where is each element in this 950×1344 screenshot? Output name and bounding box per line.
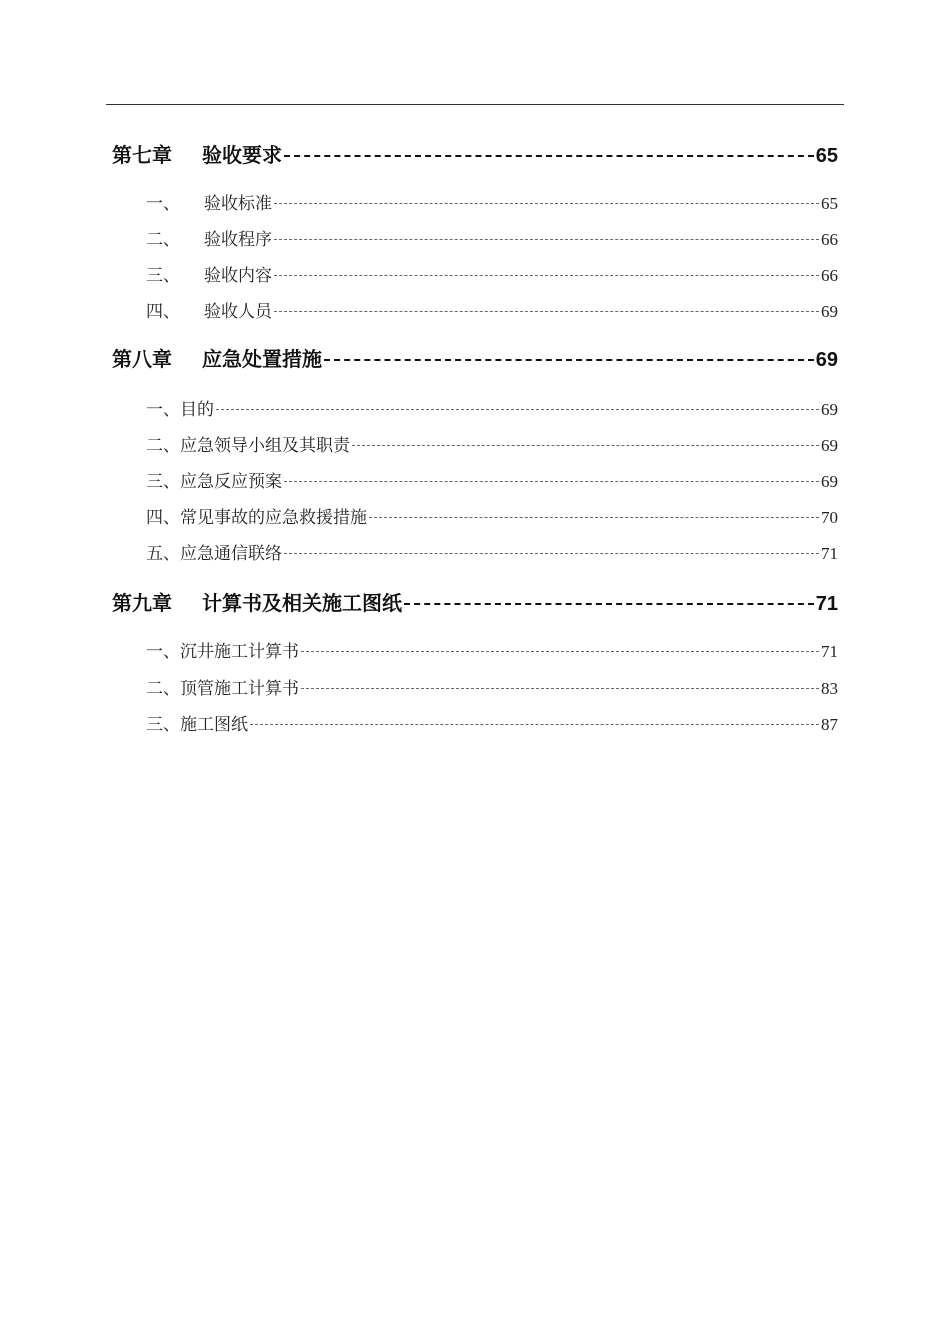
section-title: 施工图纸 bbox=[180, 715, 248, 735]
section-number: 一、 bbox=[146, 194, 180, 214]
toc-chapter-9[interactable] bbox=[112, 587, 838, 616]
dot-leader bbox=[301, 651, 819, 652]
dot-leader bbox=[284, 553, 819, 554]
toc-section[interactable] bbox=[146, 261, 838, 286]
section-number: 一、 bbox=[146, 642, 180, 662]
toc-section[interactable] bbox=[146, 395, 838, 420]
toc-section[interactable] bbox=[146, 503, 838, 528]
dot-leader bbox=[284, 481, 819, 482]
section-number: 一、 bbox=[146, 400, 180, 420]
section-title: 验收内容 bbox=[204, 266, 272, 286]
dot-leader bbox=[216, 409, 819, 410]
page-number: 69 bbox=[821, 400, 838, 419]
toc-section[interactable] bbox=[146, 467, 838, 492]
section-title: 顶管施工计算书 bbox=[180, 679, 299, 699]
page-number: 69 bbox=[821, 302, 838, 321]
dot-leader bbox=[274, 275, 819, 276]
toc-chapter-7[interactable] bbox=[112, 139, 838, 168]
toc-section[interactable] bbox=[146, 710, 838, 735]
dot-leader bbox=[301, 688, 819, 689]
toc-section[interactable] bbox=[146, 225, 838, 250]
page-number: 69 bbox=[815, 349, 838, 371]
chapter-number: 第八章 bbox=[112, 347, 172, 371]
toc-section[interactable] bbox=[146, 431, 838, 456]
chapter-title: 验收要求 bbox=[202, 143, 282, 167]
section-number: 三、 bbox=[146, 266, 180, 286]
page-number: 65 bbox=[821, 194, 838, 213]
toc-section[interactable] bbox=[146, 189, 838, 214]
section-title: 验收人员 bbox=[204, 302, 272, 322]
section-number: 三、 bbox=[146, 715, 180, 735]
section-title: 验收程序 bbox=[204, 230, 272, 250]
page-number: 70 bbox=[821, 508, 838, 527]
dot-leader bbox=[404, 603, 814, 605]
section-number: 二、 bbox=[146, 679, 180, 699]
page-number: 65 bbox=[815, 145, 838, 167]
toc-section[interactable] bbox=[146, 539, 838, 564]
page-number: 71 bbox=[821, 642, 838, 661]
dot-leader bbox=[274, 203, 819, 204]
section-number: 四、 bbox=[146, 302, 180, 322]
page-number: 69 bbox=[821, 436, 838, 455]
section-title: 目的 bbox=[180, 400, 214, 420]
toc-chapter-8[interactable] bbox=[112, 343, 838, 372]
dot-leader bbox=[274, 311, 819, 312]
dot-leader bbox=[284, 155, 814, 157]
section-title: 沉井施工计算书 bbox=[180, 642, 299, 662]
section-number: 五、 bbox=[146, 544, 180, 564]
dot-leader bbox=[352, 445, 819, 446]
section-title: 常见事故的应急救援措施 bbox=[180, 508, 367, 528]
toc-section[interactable] bbox=[146, 674, 838, 699]
dot-leader bbox=[274, 239, 819, 240]
section-title: 应急通信联络 bbox=[180, 544, 282, 564]
toc-section[interactable] bbox=[146, 637, 838, 662]
dot-leader bbox=[250, 724, 819, 725]
page-number: 71 bbox=[815, 593, 838, 615]
section-title: 应急领导小组及其职责 bbox=[180, 436, 350, 456]
section-number: 三、 bbox=[146, 472, 180, 492]
page-number: 66 bbox=[821, 230, 838, 249]
chapter-number: 第七章 bbox=[112, 143, 172, 167]
page-number: 83 bbox=[821, 679, 838, 698]
section-number: 四、 bbox=[146, 508, 180, 528]
dot-leader bbox=[324, 359, 814, 361]
section-title: 应急反应预案 bbox=[180, 472, 282, 492]
dot-leader bbox=[369, 517, 819, 518]
chapter-title: 计算书及相关施工图纸 bbox=[202, 591, 402, 615]
chapter-title: 应急处置措施 bbox=[202, 347, 322, 371]
section-title: 验收标准 bbox=[204, 194, 272, 214]
page-number: 87 bbox=[821, 715, 838, 734]
toc-section[interactable] bbox=[146, 297, 838, 322]
section-number: 二、 bbox=[146, 436, 180, 456]
page-number: 71 bbox=[821, 544, 838, 563]
page-number: 69 bbox=[821, 472, 838, 491]
page-number: 66 bbox=[821, 266, 838, 285]
chapter-number: 第九章 bbox=[112, 591, 172, 615]
section-number: 二、 bbox=[146, 230, 180, 250]
